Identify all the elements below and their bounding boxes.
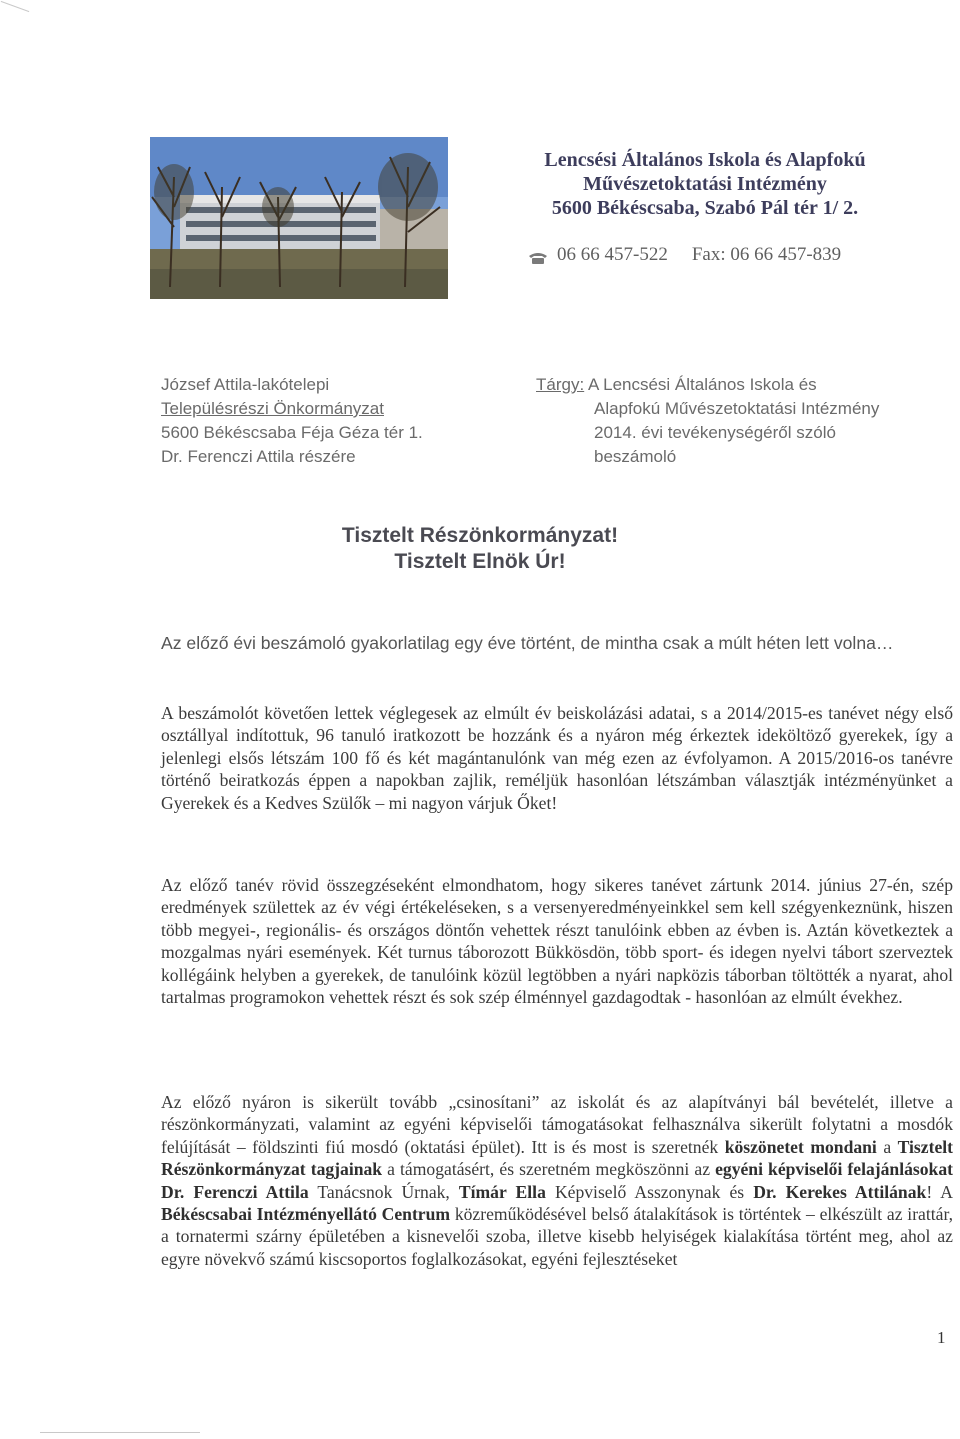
subject-line: A Lencsési Általános Iskola és [587,375,817,394]
body-paragraph-4 [161,1091,953,1270]
fax-number: Fax: 06 66 457-839 [691,244,842,265]
recipient-line: Dr. Ferenczi Attila részére [161,447,356,466]
school-building-photo [150,137,448,299]
recipient-line: 5600 Békéscsaba Féja Géza tér 1. [161,423,423,442]
scan-artifact [1,1,30,12]
subject-line: 2014. évi tevékenységéről szóló [594,423,836,442]
body-paragraph-3: Az előző tanév rövid összegzéseként elmondhatom, hogy sikeres tanévet zártunk 2014. június 27-én, szép eredmények születtek az év végi értékeléseken, s a versenyeredményeinkkel sem kell szégyenkeznünk, hiszen több megyei-, regionális- és országos döntőn vehettek részt tanulóink ebben az évben is. Aztán következtek a mozgalmas nyári események. Két turnus táborozott Bükkösdön, több sport- és idegen nyelvi tábort szerveztek kollégáink helyben a gyerekek, de tanulóink közül legtöbben a nyári napközis táborban töltötték a nyarat, ahol tartalmas programokon vehettek részt és sok szép élménnyel gazdagodtak - hasonlóan az elmúlt évekhez. [161,875,953,1008]
page-number: 1 [937,1328,946,1347]
school-name-line1: Lencsési Általános Iskola és Alapfokú [544,149,866,171]
subject-label: Tárgy: [536,375,585,394]
contact-line [527,244,841,266]
body-paragraph-1: Az előző évi beszámoló gyakorlatilag egy éve történt, de mintha csak a múlt héten lett volna… [161,633,894,653]
emphasis-text: Dr. Kerekes Attilának [753,1181,927,1202]
paragraph-text: Az előző nyáron is sikerült tovább „csinosítani” az iskolát és az alapítványi bál bevételét, illetve a részönkormányzati, valamint az egyéni képviselői támogatásokat felhasználva sikerült folytatni a mosdók felújítását – földszinti fiú mosdó (oktatási épület). Itt is és most is szeretnék [161,1092,953,1157]
scan-artifact [40,1432,200,1433]
school-address: 5600 Békéscsaba, Szabó Pál tér 1/ 2. [551,197,859,219]
paragraph-text: a támogatásért, és szeretném megköszönni az [382,1159,716,1180]
school-name-line2: Művészetoktatási Intézmény [583,173,827,195]
subject-line: Alapfokú Művészetoktatási Intézmény [594,399,880,418]
emphasis-text: Békéscsabai Intézményellátó Centrum [161,1204,451,1225]
paragraph-text: Tanácsnok Úrnak, [308,1181,459,1202]
recipient-line: Településrészi Önkormányzat [161,399,384,418]
body-paragraph-2: A beszámolót követően lettek véglegesek az elmúlt év beiskolázási adatai, s a 2014/2015-es tanévet négy első osztállyal indítottuk, 96 tanuló iratkozott be hozzánk és a nyáron még érkeztek ideköltöző gyerekek, így a jelenlegi elsős létszám 100 fő és két magántanulónk van még ezen az évfolyamon. A 2015/2016-os tanévre történő beiratkozás éppen a napokban zajlik, reméljük hasonlóan létszámban választják intézményünket a Gyerekek és a Kedves Szülők – mi nagyon várjuk Őket! [161,703,953,813]
emphasis-text: Tímár Ella [458,1181,546,1202]
emphasis-text: köszönetet mondani [724,1136,877,1157]
subject-line: beszámoló [594,447,677,466]
recipient-address [161,373,423,469]
paragraph-text: ! A [926,1181,953,1202]
emphasis-text: egyéni képviselői felajánlásokat Dr. Ferenczi Attila [161,1159,953,1202]
greeting-line2: Tisztelt Elnök Úr! [394,550,566,573]
phone-number: 06 66 457-522 [557,244,668,265]
subject-block [536,373,879,469]
emphasis-text: Tisztelt Részönkormányzat tagjainak [161,1136,954,1180]
recipient-line: József Attila-lakótelepi [161,375,330,394]
paragraph-text: Képviselő Asszonynak és [545,1181,754,1202]
telephone-icon [527,249,549,263]
paragraph-text: a [876,1136,898,1157]
paragraph-text: közreműködésével belső átalakítások is történtek – elkészült az irattár, a tornatermi szárny épületében a kisnevelői szoba, illetve kisebb helyiségek kialakítása történt meg, ahol az egyre növekvő számú kiscsoportos foglalkozásokat, egyéni fejlesztéseket [161,1204,953,1269]
greeting-line1: Tisztelt Részönkormányzat! [341,524,619,547]
